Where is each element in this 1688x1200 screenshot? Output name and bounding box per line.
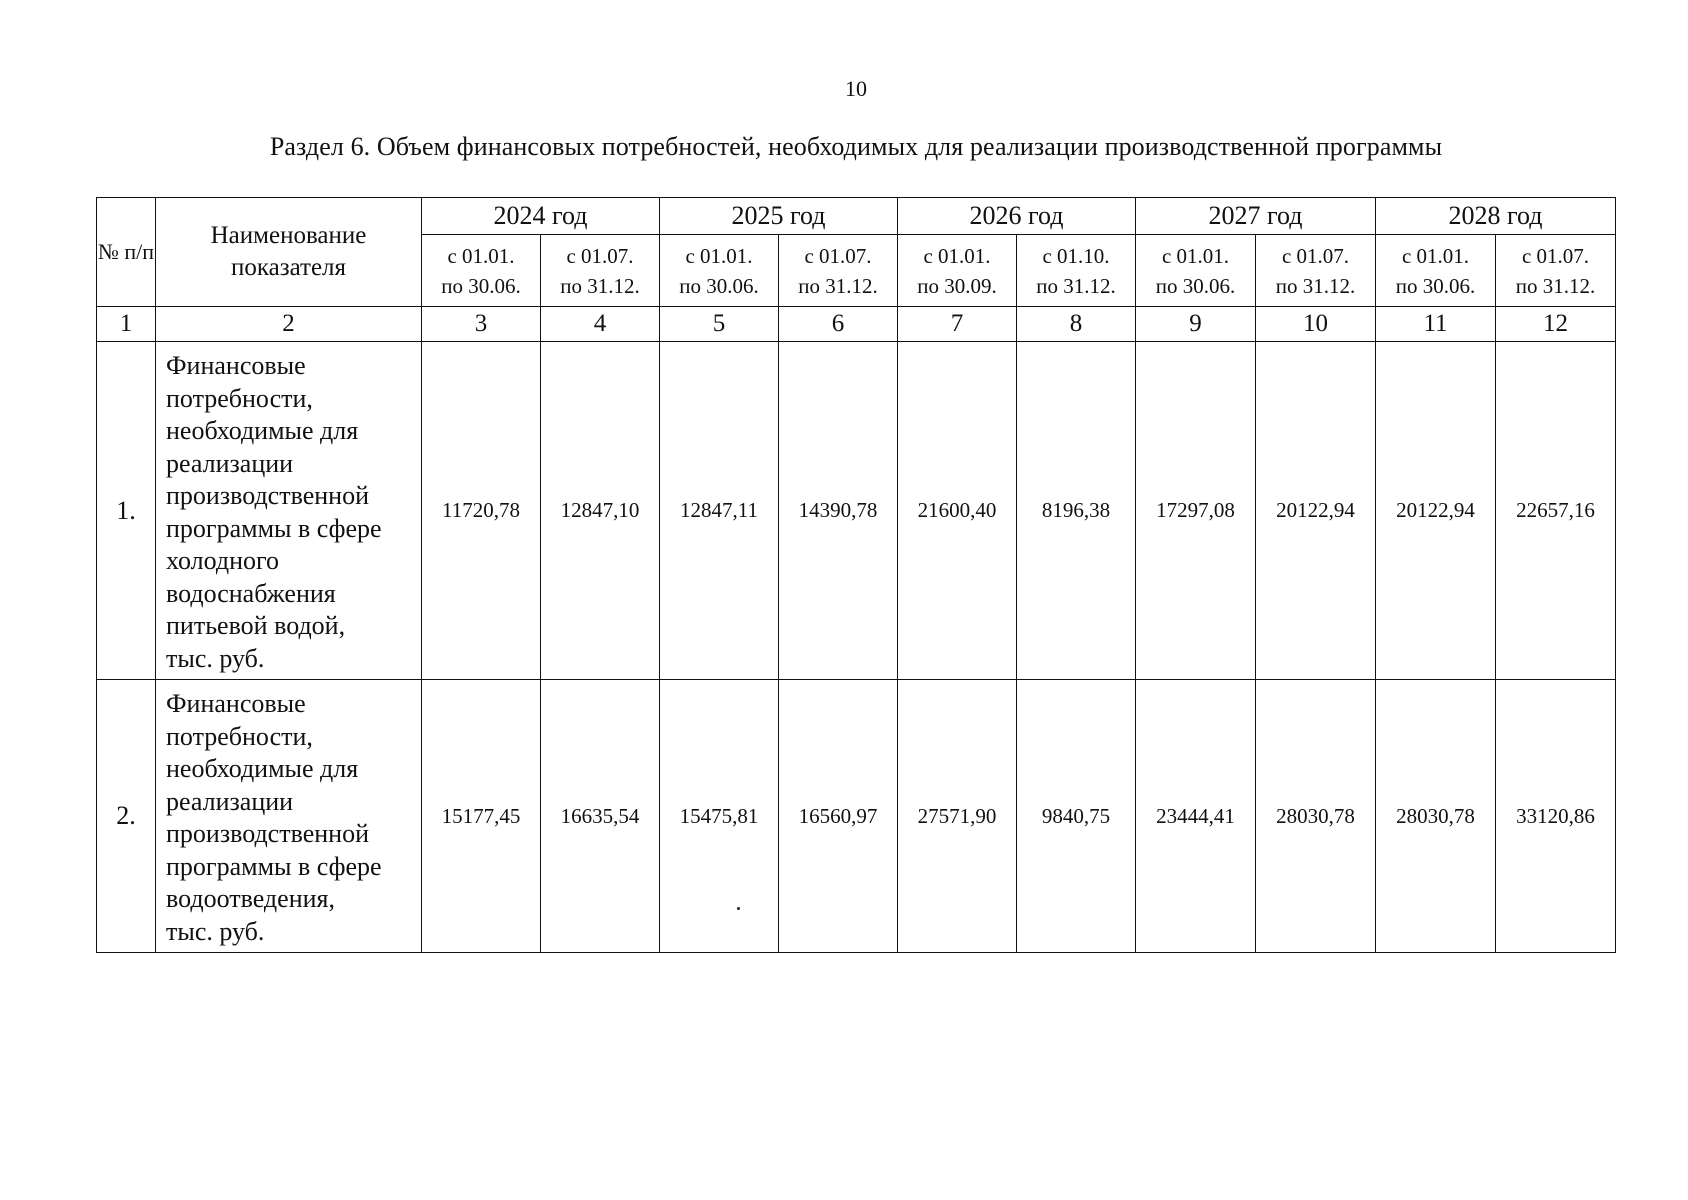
row-indicator-name-line: производственной — [166, 819, 369, 848]
column-number: 9 — [1136, 307, 1256, 342]
row-indicator-name-line: программы в сфере — [166, 851, 382, 881]
header-period-from: с 01.07. — [566, 243, 634, 268]
column-number: 2 — [156, 307, 422, 342]
row-indicator-name-line: водоснабжения — [166, 578, 336, 608]
value-cell: 12847,10 — [541, 342, 660, 680]
header-period-to: по 31.12. — [1515, 273, 1596, 298]
header-period — [779, 235, 898, 307]
header-period — [541, 235, 660, 307]
row-indicator-name-line: программы в сфере — [166, 513, 382, 543]
header-period — [1017, 235, 1136, 307]
row-indicator-name-line: необходимые для — [166, 754, 359, 783]
value-cell: 22657,16 — [1496, 342, 1616, 680]
value-cell: 17297,08 — [1136, 342, 1256, 680]
header-year: 2025 год — [660, 198, 898, 235]
header-year: 2026 год — [898, 198, 1136, 235]
header-period — [660, 235, 779, 307]
header-year: 2027 год — [1136, 198, 1376, 235]
stray-dot-mark — [737, 907, 740, 910]
header-period-to: по 30.06. — [1395, 273, 1476, 298]
header-year: 2028 год — [1376, 198, 1616, 235]
row-number: 2. — [97, 680, 156, 953]
row-indicator-name-line: необходимые для — [166, 416, 359, 445]
value-cell: 8196,38 — [1017, 342, 1136, 680]
header-row-years — [97, 198, 1616, 235]
row-number: 1. — [97, 342, 156, 680]
row-indicator-name-line: реализации — [166, 448, 294, 478]
header-period-to: по 31.12. — [798, 273, 878, 298]
value-cell: 27571,90 — [898, 680, 1017, 953]
table-row — [97, 680, 1616, 953]
header-period-to: по 30.09. — [917, 273, 997, 298]
value-cell: 28030,78 — [1376, 680, 1496, 953]
header-period-from: с 01.01. — [923, 243, 991, 268]
row-indicator-name-line: тыс. руб. — [166, 643, 265, 673]
column-number: 7 — [898, 307, 1017, 342]
value-cell: 9840,75 — [1017, 680, 1136, 953]
row-indicator-name — [156, 342, 422, 680]
value-cell: 11720,78 — [422, 342, 541, 680]
row-indicator-name-line: тыс. руб. — [166, 916, 265, 946]
value-cell: 16560,97 — [779, 680, 898, 953]
value-cell: 15177,45 — [422, 680, 541, 953]
row-indicator-name-line: холодного — [166, 546, 280, 575]
row-indicator-name-line: Финансовые — [166, 689, 306, 718]
value-cell: 14390,78 — [779, 342, 898, 680]
value-cell: 21600,40 — [898, 342, 1017, 680]
header-period — [1136, 235, 1256, 307]
header-number-label: № п/п — [97, 239, 155, 264]
column-number: 8 — [1017, 307, 1136, 342]
header-period-to: по 31.12. — [1036, 273, 1116, 298]
header-period-from: с 01.01. — [447, 243, 515, 268]
header-period-to: по 30.06. — [441, 273, 521, 298]
column-number: 11 — [1376, 307, 1496, 342]
header-indicator-name — [156, 198, 422, 307]
column-number: 1 — [97, 307, 156, 342]
column-number: 10 — [1256, 307, 1376, 342]
header-period-from: с 01.01. — [685, 243, 753, 268]
row-indicator-name-line: реализации — [166, 786, 294, 816]
header-period-from: с 01.07. — [1281, 243, 1350, 268]
row-indicator-name-line: питьевой водой, — [166, 611, 346, 640]
header-indicator-label: Наименование показателя — [210, 222, 367, 281]
column-number: 12 — [1496, 307, 1616, 342]
header-year: 2024 год — [422, 198, 660, 235]
page-number: 10 — [845, 76, 867, 101]
value-cell: 33120,86 — [1496, 680, 1616, 953]
header-period-from: с 01.10. — [1042, 243, 1110, 268]
value-cell: 15475,81 — [660, 680, 779, 953]
row-indicator-name-line: водоотведения, — [166, 884, 335, 913]
header-period-from: с 01.07. — [1521, 243, 1590, 268]
header-period-to: по 31.12. — [560, 273, 640, 298]
header-row-column-numbers — [97, 307, 1616, 342]
value-cell: 12847,11 — [660, 342, 779, 680]
value-cell: 23444,41 — [1136, 680, 1256, 953]
header-period-from: с 01.01. — [1401, 243, 1470, 268]
header-period — [422, 235, 541, 307]
value-cell: 20122,94 — [1256, 342, 1376, 680]
value-cell: 28030,78 — [1256, 680, 1376, 953]
header-period — [1376, 235, 1496, 307]
header-period-to: по 30.06. — [679, 273, 759, 298]
row-indicator-name — [156, 680, 422, 953]
header-period — [1496, 235, 1616, 307]
row-indicator-name-line: потребности, — [166, 721, 313, 751]
header-period-to: по 31.12. — [1275, 273, 1356, 298]
column-number: 4 — [541, 307, 660, 342]
column-number: 5 — [660, 307, 779, 342]
row-indicator-name-line: потребности, — [166, 383, 313, 413]
column-number: 3 — [422, 307, 541, 342]
column-number: 6 — [779, 307, 898, 342]
value-cell: 16635,54 — [541, 680, 660, 953]
header-period — [1256, 235, 1376, 307]
header-period-to: по 30.06. — [1155, 273, 1236, 298]
value-cell: 20122,94 — [1376, 342, 1496, 680]
header-period — [898, 235, 1017, 307]
table-row — [97, 342, 1616, 680]
header-period-from: с 01.07. — [804, 243, 872, 268]
header-number — [97, 198, 156, 307]
section-title: Раздел 6. Объем финансовых потребностей, необходимых для реализации производственной программы — [269, 132, 1443, 161]
row-indicator-name-line: Финансовые — [166, 351, 306, 380]
row-indicator-name-line: производственной — [166, 481, 369, 510]
header-period-from: с 01.01. — [1161, 243, 1230, 268]
financial-needs-table — [96, 197, 1616, 953]
